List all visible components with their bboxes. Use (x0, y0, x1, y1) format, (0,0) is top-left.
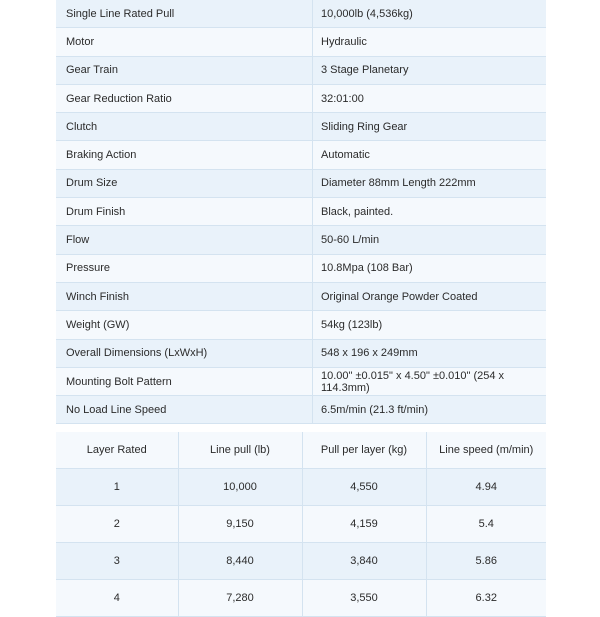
layer-number-cell: 4 (56, 580, 178, 617)
spec-value: 6.5m/min (21.3 ft/min) (313, 396, 547, 424)
layer-number-cell: 3 (56, 543, 178, 580)
spec-row (56, 0, 546, 28)
spec-value: 10.00" ±0.015" x 4.50" ±0.010" (254 x 114.3mm) (313, 367, 547, 395)
spec-label: Drum Size (56, 169, 313, 197)
spec-value: 54kg (123lb) (313, 311, 547, 339)
spec-row (56, 28, 546, 56)
line-pull-cell: 7,280 (178, 580, 302, 617)
table-row (56, 543, 546, 580)
spec-value: 548 x 196 x 249mm (313, 339, 547, 367)
spec-value: Black, painted. (313, 198, 547, 226)
spec-label: Pressure (56, 254, 313, 282)
line-speed-cell: 5.86 (426, 543, 546, 580)
pull-per-layer-cell: 3,550 (302, 580, 426, 617)
layer-table-header-row (56, 432, 546, 469)
spec-row (56, 282, 546, 310)
header-pull-per-layer: Pull per layer (kg) (302, 432, 426, 469)
spec-label: Mounting Bolt Pattern (56, 367, 313, 395)
pull-per-layer-cell: 4,159 (302, 506, 426, 543)
spec-label: No Load Line Speed (56, 396, 313, 424)
table-row (56, 469, 546, 506)
spec-row (56, 56, 546, 84)
spec-row (56, 396, 546, 424)
spec-label: Winch Finish (56, 282, 313, 310)
spec-row (56, 113, 546, 141)
spec-value: Original Orange Powder Coated (313, 282, 547, 310)
header-layer-rated: Layer Rated (56, 432, 178, 469)
spec-label: Single Line Rated Pull (56, 0, 313, 28)
spec-row (56, 311, 546, 339)
pull-per-layer-cell: 4,550 (302, 469, 426, 506)
table-gap (56, 424, 546, 432)
spec-value: Sliding Ring Gear (313, 113, 547, 141)
line-pull-cell: 8,440 (178, 543, 302, 580)
line-pull-cell: 9,150 (178, 506, 302, 543)
line-speed-cell: 4.94 (426, 469, 546, 506)
spec-row (56, 198, 546, 226)
spec-value: 10,000lb (4,536kg) (313, 0, 547, 28)
line-pull-cell: 10,000 (178, 469, 302, 506)
spec-value: 50-60 L/min (313, 226, 547, 254)
spec-value: 3 Stage Planetary (313, 56, 547, 84)
layer-number-cell: 2 (56, 506, 178, 543)
spec-label: Motor (56, 28, 313, 56)
spec-value: Hydraulic (313, 28, 547, 56)
spec-label: Clutch (56, 113, 313, 141)
spec-label: Weight (GW) (56, 311, 313, 339)
table-row (56, 580, 546, 617)
spec-label: Overall Dimensions (LxWxH) (56, 339, 313, 367)
spec-label: Gear Train (56, 56, 313, 84)
header-line-pull: Line pull (lb) (178, 432, 302, 469)
spec-row (56, 339, 546, 367)
spec-label: Gear Reduction Ratio (56, 84, 313, 112)
spec-table (56, 0, 546, 424)
spec-label: Braking Action (56, 141, 313, 169)
pull-per-layer-cell: 3,840 (302, 543, 426, 580)
layer-speed-table (56, 432, 546, 617)
line-speed-cell: 6.32 (426, 580, 546, 617)
spec-row (56, 84, 546, 112)
spec-value: 32:01:00 (313, 84, 547, 112)
spec-label: Flow (56, 226, 313, 254)
spec-value: Automatic (313, 141, 547, 169)
spec-row (56, 254, 546, 282)
spec-row (56, 226, 546, 254)
layer-number-cell: 1 (56, 469, 178, 506)
line-speed-cell: 5.4 (426, 506, 546, 543)
spec-row (56, 169, 546, 197)
specification-panel (56, 0, 546, 617)
spec-row (56, 367, 546, 395)
spec-value: Diameter 88mm Length 222mm (313, 169, 547, 197)
header-line-speed: Line speed (m/min) (426, 432, 546, 469)
spec-value: 10.8Mpa (108 Bar) (313, 254, 547, 282)
spec-row (56, 141, 546, 169)
table-row (56, 506, 546, 543)
spec-label: Drum Finish (56, 198, 313, 226)
